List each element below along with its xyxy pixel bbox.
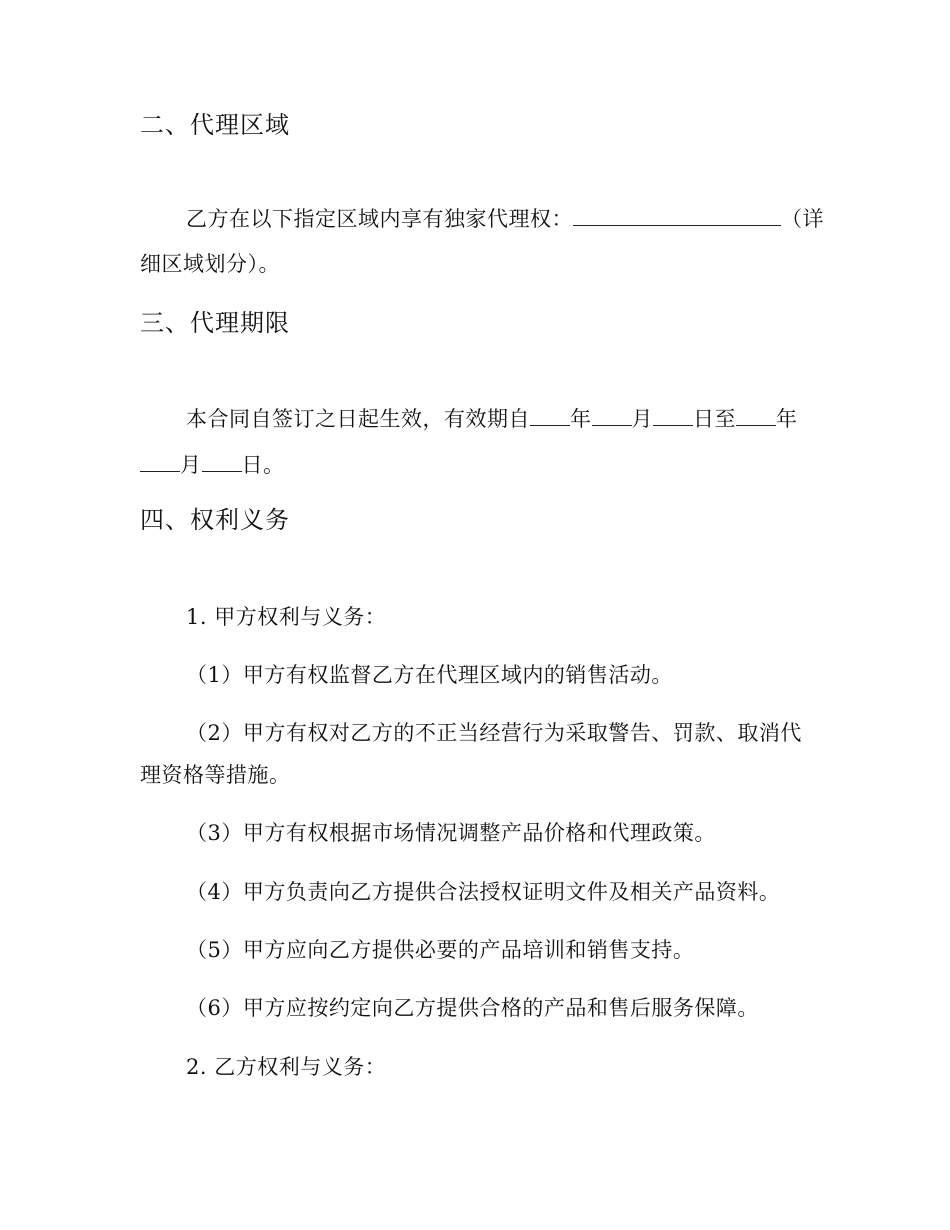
fill-blank-month-start[interactable] (592, 403, 632, 426)
label-year: 年 (570, 407, 592, 431)
section-heading-agency-term: 三、代理期限 (140, 309, 290, 337)
list-item-a4: （4）甲方负责向乙方提供合法授权证明文件及相关产品资料。 (186, 880, 781, 904)
list-item-a3: （3）甲方有权根据市场情况调整产品价格和代理政策。 (186, 821, 716, 845)
list-item-a5: （5）甲方应向乙方提供必要的产品培训和销售支持。 (186, 938, 695, 962)
section-heading-agency-region: 二、代理区域 (140, 111, 290, 139)
label-month: 月 (180, 453, 202, 477)
fill-blank-month-end[interactable] (140, 449, 180, 472)
paragraph-text: （详 (781, 207, 824, 231)
paragraph-validity-period-cont (140, 449, 285, 479)
section-heading-rights-obligations: 四、权利义务 (140, 506, 290, 534)
paragraph-exclusive-region-cont: 细区域划分）。 (140, 252, 280, 276)
fill-blank-year-end[interactable] (736, 403, 776, 426)
list-item-a6: （6）甲方应按约定向乙方提供合格的产品和售后服务保障。 (186, 996, 759, 1020)
paragraph-exclusive-region (186, 203, 824, 233)
label-day: 日。 (241, 453, 285, 477)
subheading-party-b: 2. 乙方权利与义务： (186, 1055, 387, 1079)
subheading-party-a: 1. 甲方权利与义务： (186, 605, 387, 629)
paragraph-text: 乙方在以下指定区域内享有独家代理权： (186, 207, 573, 231)
fill-blank-region[interactable] (573, 203, 781, 226)
paragraph-text: 本合同自签订之日起生效，有效期自 (186, 407, 530, 431)
list-item-a2: （2）甲方有权对乙方的不正当经营行为采取警告、罚款、取消代 (186, 721, 802, 745)
fill-blank-year-start[interactable] (530, 403, 570, 426)
label-year: 年 (776, 407, 798, 431)
fill-blank-day-start[interactable] (653, 403, 693, 426)
list-item-a1: （1）甲方有权监督乙方在代理区域内的销售活动。 (186, 663, 673, 687)
paragraph-validity-period (186, 403, 798, 433)
label-day-to: 日至 (693, 407, 736, 431)
label-month: 月 (631, 407, 653, 431)
list-item-a2-cont: 理资格等措施。 (140, 763, 291, 787)
fill-blank-day-end[interactable] (202, 449, 242, 472)
